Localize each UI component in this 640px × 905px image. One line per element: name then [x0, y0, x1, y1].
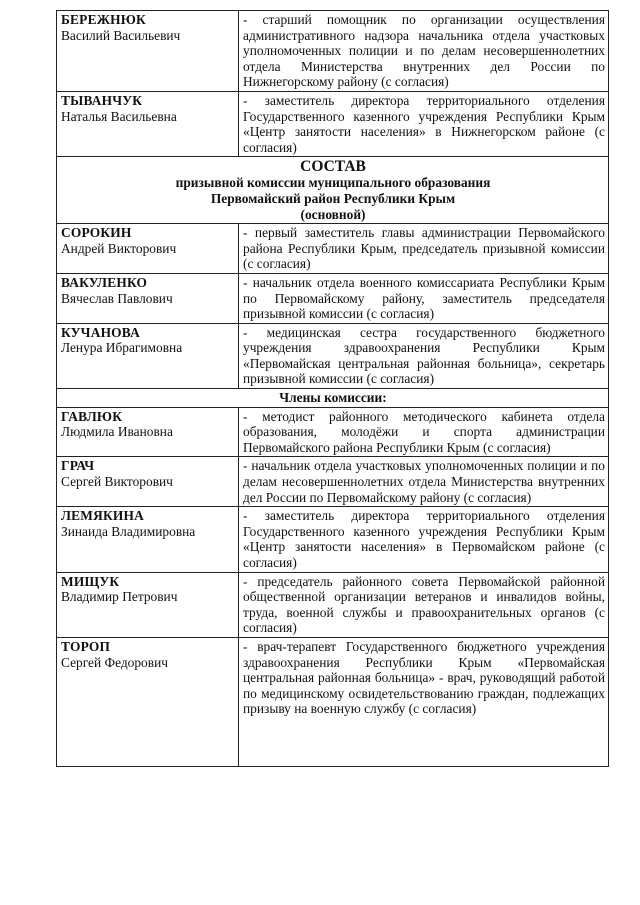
section-title: СОСТАВ: [300, 158, 366, 176]
person-surname: ТЫВАНЧУК: [61, 92, 143, 108]
table-row: [57, 507, 609, 572]
person-surname: ГРАЧ: [61, 458, 95, 474]
table-row: [57, 224, 609, 274]
section-header-row: [57, 157, 609, 224]
person-name-cell: [57, 224, 239, 274]
person-surname: ЛЕМЯКИНА: [61, 508, 145, 524]
person-role: - начальник отдела участковых уполномоченных полиции и по делам несовершеннолетних отдела Министерства внутренних дел России по Первомайскому району (с согласия): [239, 457, 609, 507]
person-role: - начальник отдела военного комиссариата Республики Крым по Первомайскому району, заместитель председателя призывной комиссии (с согласия): [239, 273, 609, 323]
table-row: [57, 457, 609, 507]
person-role: - методист районного методического кабинета отдела образования, молодёжи и спорта администрации Первомайского района Республики Крым (с согласия): [239, 407, 609, 457]
section-subtitle-line-2: Первомайский район Республики Крым: [210, 190, 456, 206]
person-name-cell: [57, 572, 239, 637]
person-surname: КУЧАНОВА: [61, 324, 140, 340]
person-role: - заместитель директора территориального отделения Государственного казенного учреждения Республики Крым «Центр занятости населения» в Первомайском районе (с согласия): [239, 507, 609, 572]
table-row: [57, 273, 609, 323]
person-surname: ГАВЛЮК: [61, 408, 123, 424]
person-given-name: Вячеслав Павлович: [61, 290, 173, 306]
person-surname: СОРОКИН: [61, 225, 132, 241]
members-heading-row: [57, 389, 609, 408]
person-name-cell: [57, 637, 239, 766]
table-row: [57, 637, 609, 766]
person-name-cell: [57, 507, 239, 572]
person-name-cell: [57, 273, 239, 323]
person-name-cell: [57, 11, 239, 92]
person-given-name: Сергей Федорович: [61, 654, 168, 670]
person-given-name: Сергей Викторович: [61, 474, 173, 490]
person-name-cell: [57, 457, 239, 507]
person-given-name: Андрей Викторович: [61, 240, 177, 256]
table-row: [57, 572, 609, 637]
person-role: - заместитель директора территориального отделения Государственного казенного учреждения Республики Крым «Центр занятости населения» в Нижнегорском районе (с согласия): [239, 91, 609, 156]
section-subtitle-line-3: (основной): [300, 206, 366, 222]
commission-table: [56, 10, 609, 767]
person-role: - старший помощник по организации осуществления административного надзора начальника отдела участковых уполномоченных полиции и по делам несовершеннолетних отдела Министерства внутренних дел России по Нижнегорскому району (с согласия): [239, 11, 609, 92]
section-subtitle-line-1: призывной комиссии муниципального образования: [175, 175, 491, 191]
person-name-cell: [57, 407, 239, 457]
person-name-cell: [57, 91, 239, 156]
table-row: [57, 91, 609, 156]
person-given-name: Наталья Васильевна: [61, 108, 177, 124]
person-given-name: Ленура Ибрагимовна: [61, 340, 183, 356]
person-surname: БЕРЕЖНЮК: [61, 12, 146, 27]
person-role: - первый заместитель главы администрации Первомайского района Республики Крым, председатель призывной комиссии (с согласия): [239, 224, 609, 274]
person-role: - председатель районного совета Первомайской районной общественной организации ветеранов и инвалидов войны, труда, военной службы и правоохранительных органов (с согласия): [239, 572, 609, 637]
person-surname: МИЩУК: [61, 573, 120, 589]
table-row: [57, 323, 609, 388]
person-surname: ВАКУЛЕНКО: [61, 274, 148, 290]
person-name-cell: [57, 323, 239, 388]
table-row: [57, 11, 609, 92]
person-given-name: Василий Васильевич: [61, 27, 181, 43]
person-role: - врач-терапевт Государственного бюджетного учреждения здравоохранения Республики Крым «Первомайская центральная районная больница» - врач, руководящий работой по медицинскому освидетельствованию граждан, подлежащих призыву на военную службу (с согласия): [239, 637, 609, 766]
person-given-name: Зинаида Владимировна: [61, 523, 196, 539]
person-role: - медицинская сестра государственного бюджетного учреждения здравоохранения Республики Крым «Первомайская центральная районная больница», секретарь призывной комиссии (с согласия): [239, 323, 609, 388]
section-header: [57, 157, 609, 224]
person-given-name: Людмила Ивановна: [61, 424, 173, 440]
person-surname: ТОРОП: [61, 638, 111, 654]
members-heading: Члены комиссии:: [57, 389, 609, 408]
table-row: [57, 407, 609, 457]
person-given-name: Владимир Петрович: [61, 589, 178, 605]
